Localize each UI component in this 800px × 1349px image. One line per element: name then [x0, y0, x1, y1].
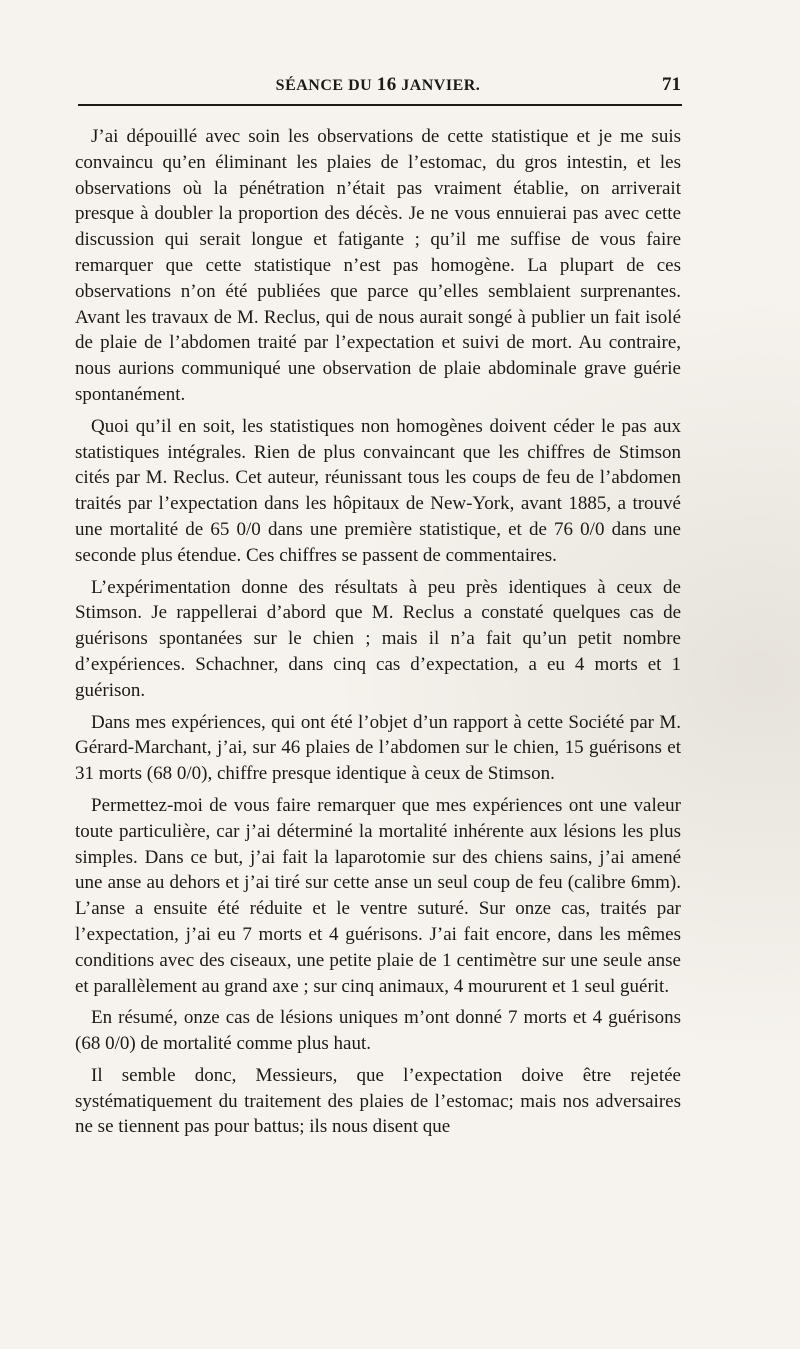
paragraph-1: J’ai dépouillé avec soin les observations de cette statistique et je me suis convaincu qu’en éliminant les plaies de l’estomac, du gros intestin, et les observations où la pénétration n’était pas vraiment établie, on arriverait presque à doubler la proportion des décès. Je ne vous ennuierai pas avec cette discussion qui serait longue et fatigante ; qu’il me suffise de vous faire remarquer que cette statistique n’est pas homogène. La plupart de ces observations n’on été publiées que parce qu’elles semblaient surprenantes. Avant les travaux de M. Reclus, qui de nous aurait songé à publier un fait isolé de plaie de l’abdomen traité par l’expectation et suivi de mort. Au contraire, nous aurions communiqué une observation de plaie abdominale grave guérie spontanément. — [75, 126, 681, 405]
body-text — [75, 124, 681, 1146]
running-title-prefix: SÉANCE DU — [275, 77, 377, 94]
paragraph-6: En résumé, onze cas de lésions uniques m’ont donné 7 morts et 4 guérisons (68 0/0) de mortalité comme plus haut. — [75, 1007, 681, 1055]
running-title-suffix: JANVIER. — [396, 77, 481, 94]
header-rule — [78, 104, 682, 106]
running-title — [75, 74, 681, 96]
paragraph-2: Quoi qu’il en soit, les statistiques non homogènes doivent céder le pas aux statistiques intégrales. Rien de plus convaincant que les chiffres de Stimson cités par M. Reclus. Cet auteur, réunissant tous les coups de feu de l’abdomen traités par l’expectation dans les hôpitaux de New-York, avant 1885, a trouvé une mortalité de 65 0/0 dans une première statistique, et de 76 0/0 dans une seconde plus étendue. Ces chiffres se passent de commentaires. — [75, 415, 681, 566]
paragraph-7: Il semble donc, Messieurs, que l’expectation doive être rejetée systématiquement du traitement des plaies de l’estomac; mais nos adversaires ne se tiennent pas pour battus; ils nous disent que — [75, 1064, 681, 1138]
paragraph-5: Permettez-moi de vous faire remarquer que mes expériences ont une valeur toute particulière, car j’ai déterminé la mortalité inhérente aux lésions les plus simples. Dans ce but, j’ai fait la laparotomie sur des chiens sains, j’ai amené une anse au dehors et j’ai tiré sur cette anse un seul coup de feu (calibre 6mm). L’anse a ensuite été réduite et le ventre suturé. Sur onze cas, traités par l’expectation, j’ai eu 7 morts et 4 guérisons. J’ai fait encore, dans les mêmes conditions avec des ciseaux, une petite plaie de 1 centimètre sur une seule anse et parallèlement au grand axe ; sur cinq animaux, 4 moururent et 1 seul guérit. — [75, 794, 681, 997]
paragraph-3: L’expérimentation donne des résultats à peu près identiques à ceux de Stimson. Je rappellerai d’abord que M. Reclus a constaté quelques cas de guérisons spontanées sur le chien ; mais il n’a fait qu’un petit nombre d’expériences. Schachner, dans cinq cas d’expectation, a eu 4 morts et 1 guérison. — [75, 576, 681, 701]
running-head — [75, 74, 681, 98]
paragraph-4: Dans mes expériences, qui ont été l’objet d’un rapport à cette Société par M. Gérard-Marchant, j’ai, sur 46 plaies de l’abdomen sur le chien, 15 guérisons et 31 morts (68 0/0), chiffre presque identique à ceux de Stimson. — [75, 711, 681, 785]
running-title-date: 16 — [376, 74, 397, 95]
page-number: 71 — [662, 74, 681, 95]
